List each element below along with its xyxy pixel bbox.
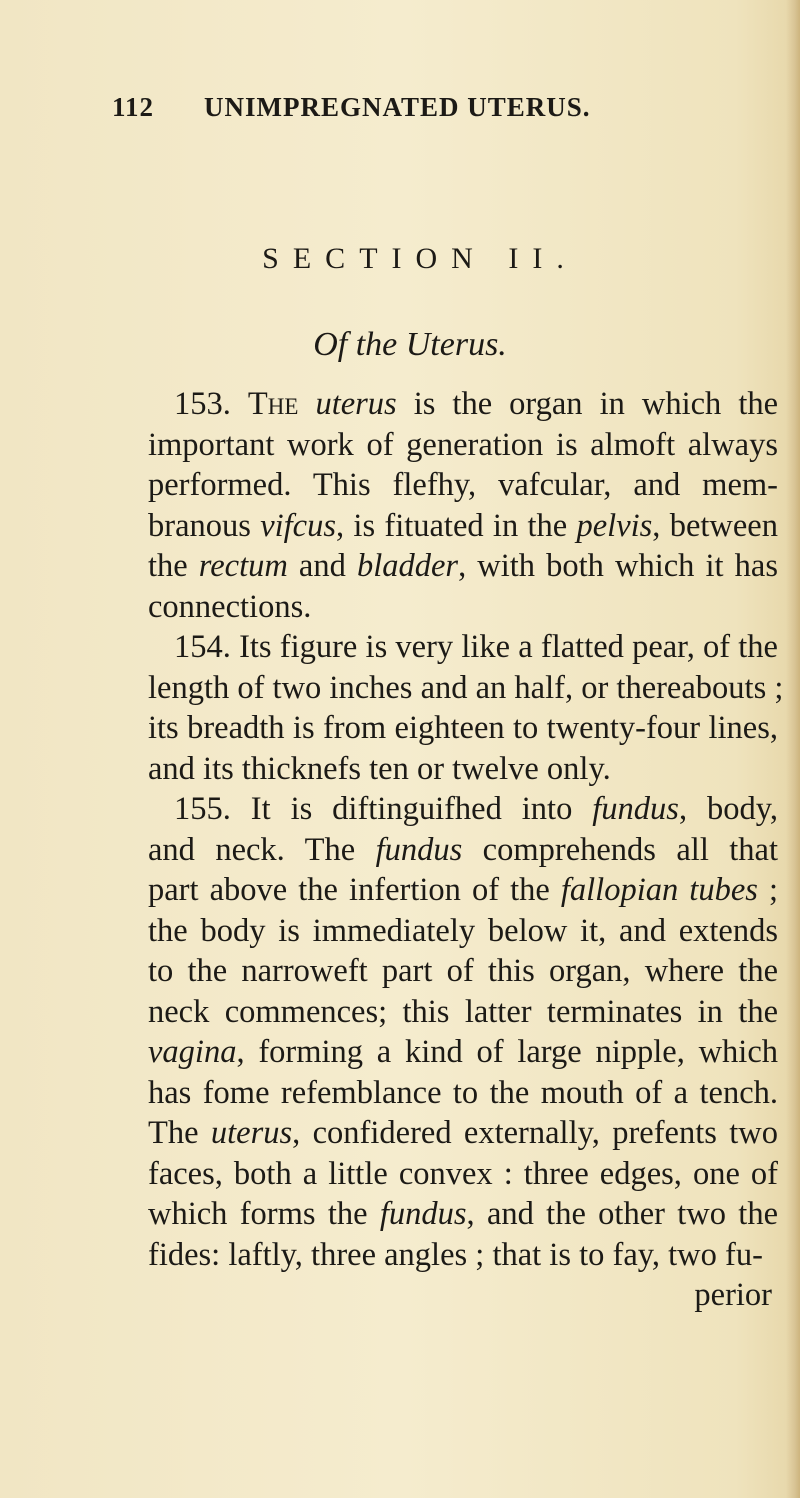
italic-term: vagina (148, 1034, 237, 1070)
italic-term: uterus (315, 386, 397, 422)
text-line: branous vifcus, is fituated in the pelvis, between (148, 507, 778, 544)
italic-term: vifcus (260, 507, 336, 544)
text-line: length of two inches and an half, or thereabouts ; (148, 669, 784, 706)
text-line: 153. The uterus is the organ in which the (174, 386, 779, 422)
text-line: 154. Its figure is very like a flatted pear, of the (174, 629, 778, 665)
text-line: the body is immediately below it, and extends (148, 912, 778, 949)
text-line: vagina, forming a kind of large nipple, which (148, 1034, 778, 1070)
italic-term: fallopian tubes (560, 872, 758, 908)
italic-term: fundus (375, 831, 463, 868)
text-line: part above the infertion of the fallopian tubes ; (148, 872, 778, 908)
running-title: UNIMPREGNATED UTERUS. (204, 92, 591, 122)
page-edge-shadow (786, 0, 800, 1498)
text-line: connections. (148, 588, 312, 625)
page-number: 112 (112, 92, 155, 122)
text-line: and neck. The fundus comprehends all that (148, 831, 778, 868)
catchword: perior (694, 1277, 772, 1313)
text-line: which forms the fundus, and the other two the (148, 1196, 778, 1232)
text-line: to the narroweft part of this organ, where the (148, 953, 778, 989)
italic-term: bladder (356, 548, 459, 584)
italic-term: pelvis (576, 507, 653, 544)
text-line: its breadth is from eighteen to twenty-four lines, (148, 710, 778, 746)
text-line: performed. This flefhy, vafcular, and mem- (148, 467, 778, 503)
small-caps-word: The (247, 386, 299, 422)
text-line: and its thicknefs ten or twelve only. (148, 750, 611, 787)
text-line: 155. It is diftinguifhed into fundus, body, (174, 791, 778, 827)
italic-term: rectum (198, 548, 288, 584)
body-text (148, 384, 784, 1316)
text-line: has fome refemblance to the mouth of a tench. (148, 1074, 778, 1111)
italic-term: fundus (592, 791, 679, 827)
section-subheading: Of the Uterus. (313, 326, 507, 363)
italic-term: fundus (379, 1196, 467, 1232)
text-line: important work of generation is almoft always (148, 426, 778, 463)
text-line: the rectum and bladder, with both which it has (148, 548, 778, 584)
text-line: The uterus, confidered externally, prefents two (148, 1115, 779, 1151)
text-line: faces, both a little convex : three edges, one of (148, 1155, 778, 1192)
italic-term: uterus (210, 1115, 293, 1151)
section-heading: SECTION II. (262, 242, 578, 275)
running-head (112, 92, 591, 123)
text-line: fides: laftly, three angles ; that is to fay, two fu- (148, 1236, 763, 1273)
text-line: neck commences; this latter terminates in the (148, 993, 778, 1030)
